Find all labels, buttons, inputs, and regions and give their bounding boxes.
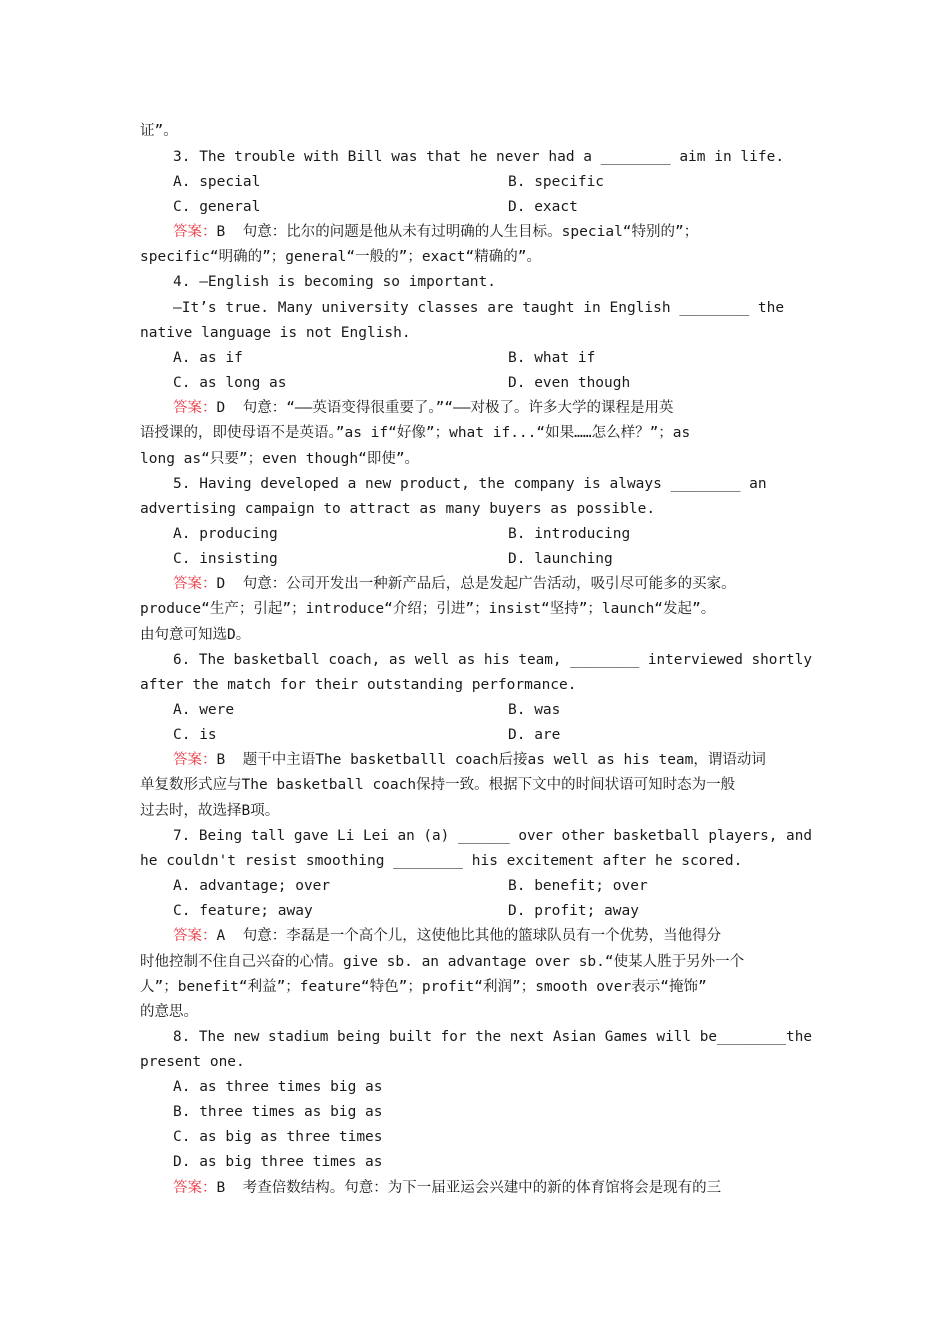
option-d: D. exact [508, 199, 578, 215]
answer-line [173, 572, 736, 597]
option-b: B. specific [508, 174, 605, 190]
option-d: D. as big three times as [173, 1154, 383, 1170]
option-d: D. launching [508, 551, 613, 567]
question-8: 8. The new stadium being built for the next Asian Games will be________the [173, 1029, 812, 1045]
answer-text: produce“生产；引起”；introduce“介绍；引进”；insist“坚持”；launch“发起”。 [140, 601, 716, 617]
question-7-line: he couldn't resist smoothing ________ his excitement after he scored. [140, 853, 743, 869]
text-line: 证”。 [140, 123, 178, 139]
question-4: 4. —English is becoming so important. [173, 274, 497, 290]
answer-label: 答案： [173, 400, 217, 416]
answer-text: long as“只要”；even though“即使”。 [140, 451, 420, 467]
question-4-line: —It’s true. Many university classes are taught in English ________ the [173, 300, 785, 316]
option-b: B. what if [508, 350, 596, 366]
answer-label: 答案： [173, 752, 217, 768]
question-5: 5. Having developed a new product, the company is always ________ an [173, 476, 767, 492]
answer-label: 答案： [173, 224, 217, 240]
option-c: C. as long as [173, 375, 287, 391]
answer-line [173, 924, 721, 949]
option-c: C. is [173, 727, 217, 743]
option-d: D. are [508, 727, 561, 743]
question-5-line: advertising campaign to attract as many buyers as possible. [140, 501, 656, 517]
answer-label: 答案： [173, 1180, 217, 1196]
option-a: A. producing [173, 526, 278, 542]
option-c: C. general [173, 199, 261, 215]
option-c: C. insisting [173, 551, 278, 567]
option-d: D. even though [508, 375, 631, 391]
answer-text: B 句意：比尔的问题是他从未有过明确的人生目标。special“特别的”； [216, 224, 699, 240]
answer-text: 过去时，故选择B项。 [140, 803, 280, 819]
option-a: A. as if [173, 350, 243, 366]
answer-label: 答案： [173, 576, 217, 592]
option-c: C. as big as three times [173, 1129, 383, 1145]
answer-line [173, 748, 766, 773]
option-d: D. profit; away [508, 903, 639, 919]
answer-line [173, 396, 674, 421]
answer-text: 的意思。 [140, 1004, 198, 1020]
question-3: 3. The trouble with Bill was that he never had a ________ aim in life. [173, 149, 785, 165]
question-7: 7. Being tall gave Li Lei an (a) ______ over other basketball players, and [173, 828, 812, 844]
answer-text: A 句意：李磊是一个高个儿，这使他比其他的篮球队员有一个优势，当他得分 [216, 928, 722, 944]
option-a: A. special [173, 174, 261, 190]
answer-label: 答案： [173, 928, 217, 944]
question-6-line: after the match for their outstanding performance. [140, 677, 577, 693]
answer-text: 语授课的，即使母语不是英语。”as if“好像”；what if...“如果……怎么样？”；as [140, 425, 691, 441]
question-6: 6. The basketball coach, as well as his team, ________ interviewed shortly [173, 652, 812, 668]
option-b: B. introducing [508, 526, 631, 542]
answer-text: 人”；benefit“利益”；feature“特色”；profit“利润”；smooth over表示“掩饰” [140, 979, 707, 995]
answer-text: D 句意：公司开发出一种新产品后，总是发起广告活动，吸引尽可能多的买家。 [216, 576, 736, 592]
question-8-line: present one. [140, 1054, 245, 1070]
answer-line [173, 1176, 721, 1201]
option-a: A. as three times big as [173, 1079, 383, 1095]
option-b: B. benefit; over [508, 878, 648, 894]
answer-text: 时他控制不住自己兴奋的心情。give sb. an advantage over sb.“使某人胜于另外一个 [140, 954, 745, 970]
option-b: B. was [508, 702, 561, 718]
answer-text: D 句意：“——英语变得很重要了。”“——对极了。许多大学的课程是用英 [216, 400, 674, 416]
option-a: A. advantage; over [173, 878, 331, 894]
answer-text: 由句意可知选D。 [140, 627, 251, 643]
option-b: B. three times as big as [173, 1104, 383, 1120]
question-4-line: native language is not English. [140, 325, 411, 341]
option-c: C. feature; away [173, 903, 313, 919]
answer-text: B 题干中主语The basketballl coach后接as well as his team，谓语动词 [216, 752, 766, 768]
answer-text: 单复数形式应与The basketball coach保持一致。根据下文中的时间状语可知时态为一般 [140, 777, 736, 793]
answer-text: B 考查倍数结构。句意：为下一届亚运会兴建中的新的体育馆将会是现有的三 [216, 1180, 722, 1196]
answer-line [173, 220, 698, 245]
option-a: A. were [173, 702, 235, 718]
answer-text: specific“明确的”；general“一般的”；exact“精确的”。 [140, 249, 541, 265]
